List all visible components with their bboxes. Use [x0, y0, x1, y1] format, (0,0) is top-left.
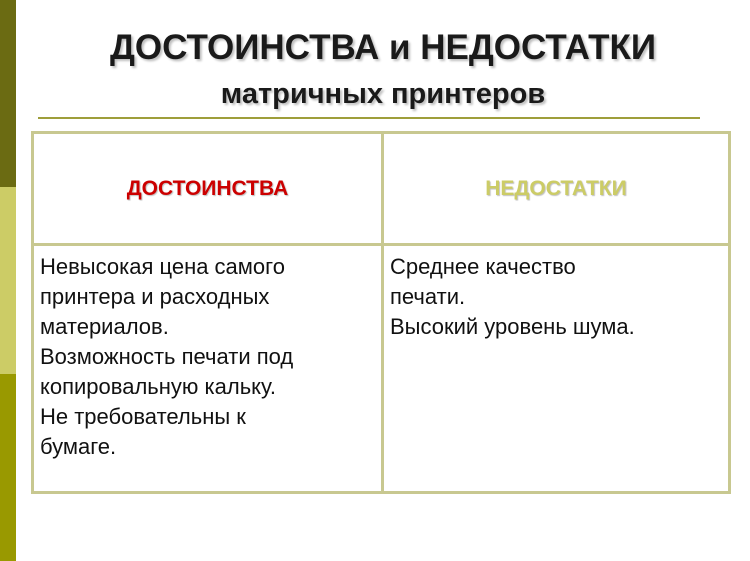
disadvantages-line: Высокий уровень шума. — [390, 314, 635, 339]
side-stripe-light — [0, 187, 16, 374]
advantages-cell — [34, 246, 381, 491]
disadvantages-cell — [384, 246, 728, 491]
slide-subtitle: матричных принтеров — [220, 78, 546, 110]
comparison-table — [31, 131, 731, 494]
advantages-line: Возможность печати под — [40, 344, 294, 369]
advantages-line: бумаге. — [40, 434, 117, 459]
advantages-line: принтера и расходных — [40, 284, 270, 309]
disadvantages-line: Среднее качество — [390, 254, 576, 279]
advantages-line: копировальную кальку. — [40, 374, 276, 399]
disadvantages-line: печати. — [390, 284, 466, 309]
side-stripe-mid — [0, 374, 16, 561]
slide-title: ДОСТОИНСТВА и НЕДОСТАТКИ — [109, 28, 657, 67]
title-divider — [38, 117, 700, 119]
advantages-header: ДОСТОИНСТВА — [126, 176, 289, 200]
advantages-line: Невысокая цена самого — [40, 254, 285, 279]
side-stripe-dark — [0, 0, 16, 187]
advantages-line: материалов. — [40, 314, 169, 339]
advantages-line: Не требовательны к — [40, 404, 246, 429]
disadvantages-header: НЕДОСТАТКИ — [485, 176, 627, 200]
